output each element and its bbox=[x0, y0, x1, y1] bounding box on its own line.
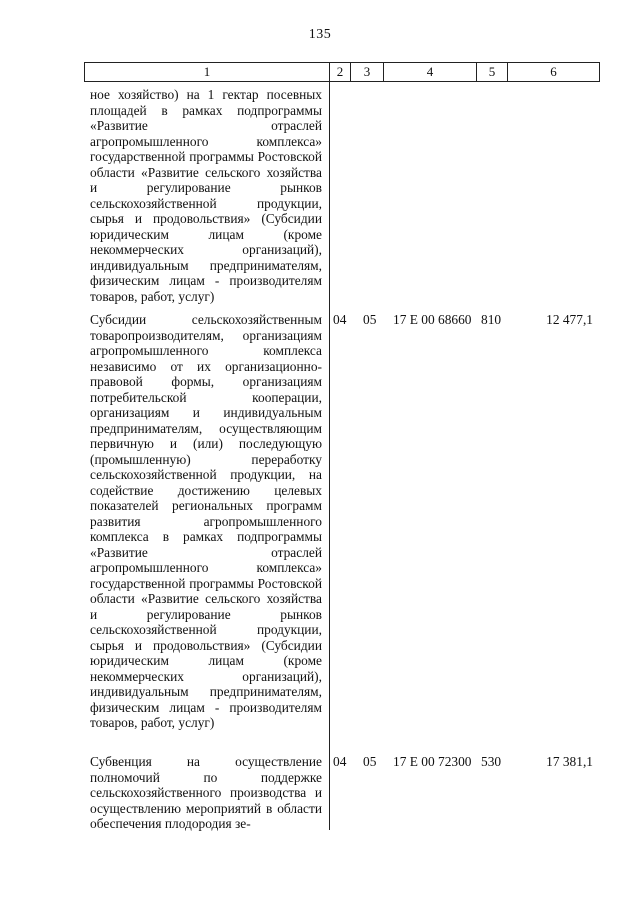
header-col-2: 2 bbox=[329, 62, 351, 82]
row-3-col-4: 17 Е 00 72300 bbox=[393, 754, 472, 769]
header-col-5: 5 bbox=[476, 62, 508, 82]
row-3-description: Субвенция на осуществление полномочий по поддержке сельскохозяйственного производства и осуществлению мероприятий в области обеспечения плодородия зе- bbox=[90, 754, 322, 831]
row-3-col-5: 530 bbox=[481, 754, 502, 769]
row-3-col-2: 04 bbox=[333, 754, 347, 769]
page-number: 135 bbox=[308, 27, 332, 42]
row-3-col-3: 05 bbox=[363, 754, 377, 769]
row-2-col-3: 05 bbox=[363, 312, 377, 327]
header-col-3: 3 bbox=[350, 62, 384, 82]
header-col-1: 1 bbox=[84, 62, 330, 82]
row-2-col-6: 12 477,1 bbox=[546, 312, 593, 327]
row-2-col-2: 04 bbox=[333, 312, 347, 327]
row-2-description: Субсидии сельскохозяйственным товаропроизводителям, организациям агропромышленного комплекса независимо от их организационно-правовой формы, организациям потребительской кооперации, организациям и индивидуальным предпринимателям, осуществляющим первичную и (или) последующую (промышленную) переработку сельскохозяйственной продукции, на содействие достижению целевых показателей региональных программ развития агропромышленного комплекса в рамках подпрограммы «Развитие отраслей агропромышленного комплекса» государственной программы Ростовской области «Развитие сельского хозяйства и регулирование рынков сельскохозяйственной продукции, сырья и продовольствия» (Субсидии юридическим лицам (кроме некоммерческих организаций), индивидуальным предпринимателям, физическим лицам - производителям товаров, работ, услуг) bbox=[90, 312, 322, 730]
header-col-4: 4 bbox=[383, 62, 477, 82]
column-divider bbox=[329, 81, 330, 830]
header-col-6: 6 bbox=[507, 62, 600, 82]
row-2-col-4: 17 Е 00 68660 bbox=[393, 312, 472, 327]
row-1-description: ное хозяйство) на 1 гектар посевных площадей в рамках подпрограммы «Развитие отраслей агропромышленного комплекса» государственной программы Ростовской области «Развитие сельского хозяйства и регулирование рынков сельскохозяйственной продукции, сырья и продовольствия» (Субсидии юридическим лицам (кроме некоммерческих организаций), индивидуальным предпринимателям, физическим лицам - производителям товаров, работ, услуг) bbox=[90, 87, 322, 304]
row-2-col-5: 810 bbox=[481, 312, 502, 327]
row-3-col-6: 17 381,1 bbox=[546, 754, 593, 769]
